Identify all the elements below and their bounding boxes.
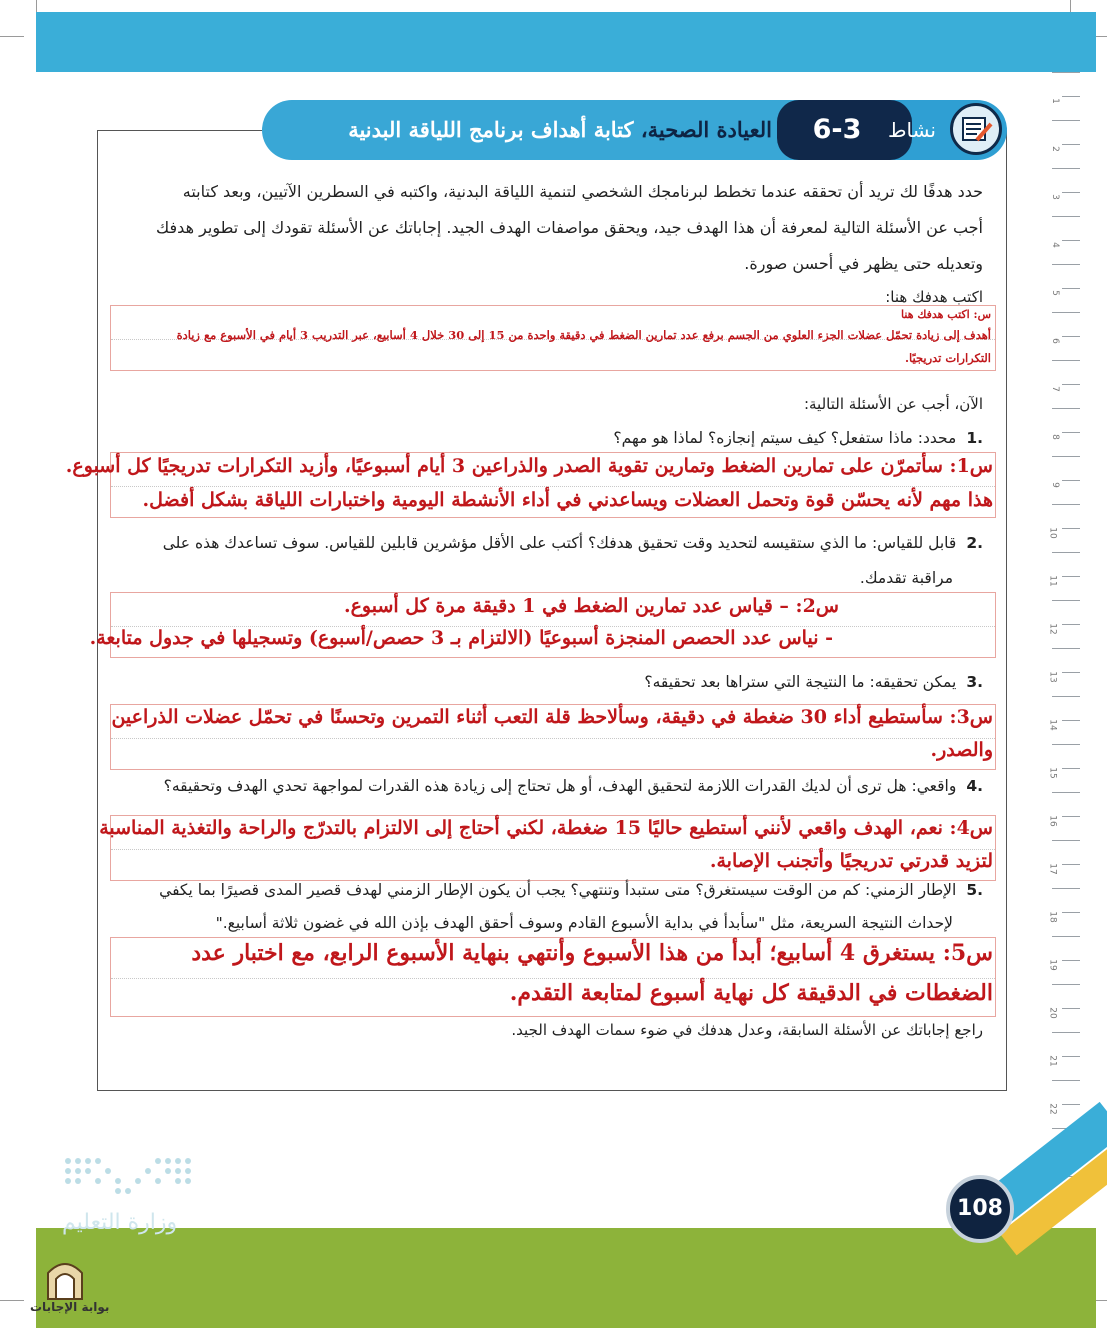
intro-line-3: وتعديله حتى يظهر في أحسن صورة. xyxy=(744,254,983,273)
ruler-number: 8 xyxy=(1050,434,1061,440)
ruler-number: 17 xyxy=(1047,863,1058,875)
question-number: .5 xyxy=(966,881,983,899)
ruler-number: 21 xyxy=(1047,1055,1058,1067)
question-number: .3 xyxy=(966,673,983,691)
answer-5-line-2: الضغطات في الدقيقة كل نهاية أسبوع لمتابعة التقدم. xyxy=(509,980,993,1006)
ruler-tick xyxy=(1062,336,1080,337)
ruler-tick xyxy=(1062,144,1080,145)
question-3 xyxy=(644,673,983,691)
ruler-tick xyxy=(1062,1008,1080,1009)
ruler-number: 7 xyxy=(1050,386,1061,392)
ruler-number: 3 xyxy=(1050,194,1061,200)
notepad-pencil-icon xyxy=(950,103,1002,155)
ruler-number: 12 xyxy=(1047,623,1058,635)
answer-box-3[interactable] xyxy=(110,704,996,770)
ruler-tick xyxy=(1052,456,1080,457)
answer-4-line-2: لتزيد قدرتي تدريجيًا وأتجنب الإصابة. xyxy=(709,850,993,872)
ruler-number: 5 xyxy=(1050,290,1061,296)
now-answer-label: الآن، أجب عن الأسئلة التالية: xyxy=(803,395,983,413)
ruler-tick xyxy=(1062,624,1080,625)
ruler-number: 10 xyxy=(1047,527,1058,539)
ruler-number: 19 xyxy=(1047,959,1058,971)
ruler-number: 20 xyxy=(1047,1007,1058,1019)
ruler-tick xyxy=(1052,552,1080,553)
ruler-tick xyxy=(1062,576,1080,577)
title-rest: كتابة أهداف برنامج اللياقة البدنية xyxy=(348,117,641,142)
ruler-tick xyxy=(1062,96,1080,97)
ruler-tick xyxy=(1052,888,1080,889)
ruler-tick xyxy=(1062,720,1080,721)
ruled-line xyxy=(111,738,995,740)
crop-mark xyxy=(0,36,24,37)
question-text: قابل للقياس: ما الذي ستقيسه لتحديد وقت تحقيق هدفك؟ أكتب على الأقل مؤشرين قابلين للقياس. سوف تساعدك هذه على xyxy=(162,534,957,552)
ruler-number: 16 xyxy=(1047,815,1058,827)
ruler-tick xyxy=(1062,1056,1080,1057)
crop-mark xyxy=(0,1300,24,1301)
ruler-tick xyxy=(1062,240,1080,241)
ruler-tick xyxy=(1062,384,1080,385)
ruler-tick xyxy=(1052,408,1080,409)
answer-box-4[interactable] xyxy=(99,815,996,881)
question-number: .2 xyxy=(966,534,983,552)
ruler-tick xyxy=(1062,912,1080,913)
ruler-number: 22 xyxy=(1047,1103,1058,1115)
question-2-cont: مراقبة تقدمك. xyxy=(859,569,953,587)
question-text: واقعي: هل ترى أن لديك القدرات اللازمة لتحقيق الهدف، أو هل تحتاج إلى زيادة هذه القدرات لمواجهة تحدي الهدف وتحقيقه؟ xyxy=(163,777,957,795)
ruler-tick xyxy=(1062,960,1080,961)
ministry-logo-dots xyxy=(62,1155,202,1205)
question-text: الإطار الزمني: كم من الوقت سيستغرق؟ متى ستبدأ وتنتهي؟ يجب أن يكون الإطار الزمني لهدف قصير المدى قصيرًا بما يكفي xyxy=(159,881,957,899)
activity-label: نشاط xyxy=(888,118,936,142)
question-text: يمكن تحقيقه: ما النتيجة التي ستراها بعد تحقيقه؟ xyxy=(644,673,957,691)
answer-box-2[interactable] xyxy=(89,592,996,658)
answer-2-line-1: س2: – قياس عدد تمارين الضغط في 1 دقيقة مرة كل أسبوع. xyxy=(343,595,839,617)
ruler-tick xyxy=(1052,312,1080,313)
ruler-tick xyxy=(1052,936,1080,937)
ruler-tick xyxy=(1062,1104,1080,1105)
intro-line-2: أجب عن الأسئلة التالية لمعرفة أن هذا الهدف جيد، ويحقق مواصفات الهدف الجيد. إجاباتك عن الأسئلة تقودك إلى تطوير هدفك xyxy=(156,218,983,237)
ruler-tick xyxy=(1052,1080,1080,1081)
question-5-cont: لإحداث النتيجة السريعة، مثل "سأبدأ في بداية الأسبوع القادم وسوف أحقق الهدف بإذن الله في غضون ثلاثة أسابيع." xyxy=(215,914,953,932)
ruler-tick xyxy=(1052,744,1080,745)
page-ruler xyxy=(1032,72,1080,1252)
review-note: راجع إجاباتك عن الأسئلة السابقة، وعدل هدفك في ضوء سمات الهدف الجيد. xyxy=(511,1021,983,1039)
ruler-tick xyxy=(1052,840,1080,841)
footer-band xyxy=(36,1228,1096,1328)
ruler-tick xyxy=(1052,984,1080,985)
ruler-number: 15 xyxy=(1047,767,1058,779)
ruler-tick xyxy=(1052,504,1080,505)
ruler-tick xyxy=(1062,768,1080,769)
activity-code: 6-3 xyxy=(812,114,862,145)
ministry-logo-text: وزارة التعليم xyxy=(62,1210,178,1235)
ruler-tick xyxy=(1062,192,1080,193)
ruler-number: 18 xyxy=(1047,911,1058,923)
ruler-number: 6 xyxy=(1050,338,1061,344)
goal-answer-line-3: التكرارات تدريجيًا. xyxy=(904,351,991,365)
answer-3-line-1: س3: سأستطيع أداء 30 ضغطة في دقيقة، وسألاحظ قلة التعب أثناء التمرين وتحسنًا في تحمّل عضلات الذراعين xyxy=(111,706,993,728)
question-text: محدد: ماذا ستفعل؟ كيف سيتم إنجازه؟ لماذا هو مهم؟ xyxy=(613,429,957,447)
question-number: .1 xyxy=(966,429,983,447)
ruler-tick xyxy=(1052,264,1080,265)
ruler-number: 2 xyxy=(1050,146,1061,152)
ruler-tick xyxy=(1062,432,1080,433)
ruler-tick xyxy=(1062,288,1080,289)
ruler-tick xyxy=(1062,528,1080,529)
ruler-tick xyxy=(1052,696,1080,697)
title-accent: العيادة الصحية، xyxy=(640,117,772,142)
intro-line-1: حدد هدفًا لك تريد أن تحققه عندما تخطط لبرنامجك الشخصي لتنمية اللياقة البدنية، واكتبه في السطرين الآتيين، وبعد كتابته xyxy=(182,182,983,201)
ruler-number: 14 xyxy=(1047,719,1058,731)
goal-answer-box[interactable] xyxy=(110,305,996,371)
ruler-number: 13 xyxy=(1047,671,1058,683)
ruler-tick xyxy=(1052,792,1080,793)
question-4 xyxy=(164,777,983,795)
ruler-tick xyxy=(1052,72,1080,73)
ruler-tick xyxy=(1062,816,1080,817)
ruler-tick xyxy=(1062,672,1080,673)
question-2 xyxy=(163,534,983,552)
answer-1-line-1: س1: سأتمرّن على تمارين الضغط وتمارين تقوية الصدر والذراعين 3 أيام أسبوعيًا، وأزيد التكرارات تدريجيًا كل أسبوع. xyxy=(65,455,993,477)
ruler-tick xyxy=(1052,216,1080,217)
answer-1-line-2: هذا مهم لأنه يحسّن قوة وتحمل العضلات ويساعدني في أداء الأنشطة اليومية واختبارات اللياقة بشكل أفضل. xyxy=(142,489,993,511)
answers-gate-logo xyxy=(40,1255,90,1301)
question-number: .4 xyxy=(966,777,983,795)
question-1 xyxy=(613,429,983,447)
answer-2-line-2: - نياس عدد الحصص المنجزة أسبوعيًا (الالتزام بـ 3 حصص/أسبوع) وتسجيلها في جدول متابعة. xyxy=(89,627,833,649)
activity-title xyxy=(282,100,772,160)
ruler-tick xyxy=(1052,600,1080,601)
ruler-tick xyxy=(1052,1032,1080,1033)
answer-box-1[interactable] xyxy=(65,452,996,518)
ruler-tick xyxy=(1052,120,1080,121)
ruler-number: 9 xyxy=(1050,482,1061,488)
activity-header xyxy=(262,100,1007,160)
goal-answer-line-2: أهدف إلى زيادة تحمّل عضلات الجزء العلوي من الجسم برفع عدد تمارين الضغط في دقيقة واحدة من 15 إلى 30 خلال 4 أسابيع، عبر التدريب 3 أيام في الأسبوع مع زيادة xyxy=(176,328,991,342)
ruler-tick xyxy=(1052,648,1080,649)
answer-box-5[interactable] xyxy=(110,937,996,1017)
ruler-tick xyxy=(1052,360,1080,361)
ruled-line xyxy=(111,486,995,488)
page-number: 108 xyxy=(946,1175,1014,1243)
ruler-tick xyxy=(1062,864,1080,865)
answer-5-line-1: س5: يستغرق 4 أسابيع؛ أبدأ من هذا الأسبوع وأنتهي بنهاية الأسبوع الرابع، مع اختبار عدد xyxy=(191,940,993,966)
ruler-number: 11 xyxy=(1047,575,1058,587)
goal-answer-line-1: س: اكتب هدفك هنا xyxy=(901,308,991,321)
answer-3-line-2: والصدر. xyxy=(930,739,993,761)
goal-prompt: اكتب هدفك هنا: xyxy=(885,288,983,306)
ruler-number: 1 xyxy=(1050,98,1061,104)
ruler-number: 4 xyxy=(1050,242,1061,248)
answer-4-line-1: س4: نعم، الهدف واقعي لأنني أستطيع حاليًا 15 ضغطة، لكني أحتاج إلى الالتزام بالتدرّج والراحة والتغذية المناسبة xyxy=(99,817,993,839)
top-banner xyxy=(36,12,1096,72)
question-5 xyxy=(159,881,983,899)
ruler-tick xyxy=(1062,480,1080,481)
ruler-tick xyxy=(1052,168,1080,169)
answers-gate-text: بوابة الإجابات xyxy=(30,1300,110,1314)
